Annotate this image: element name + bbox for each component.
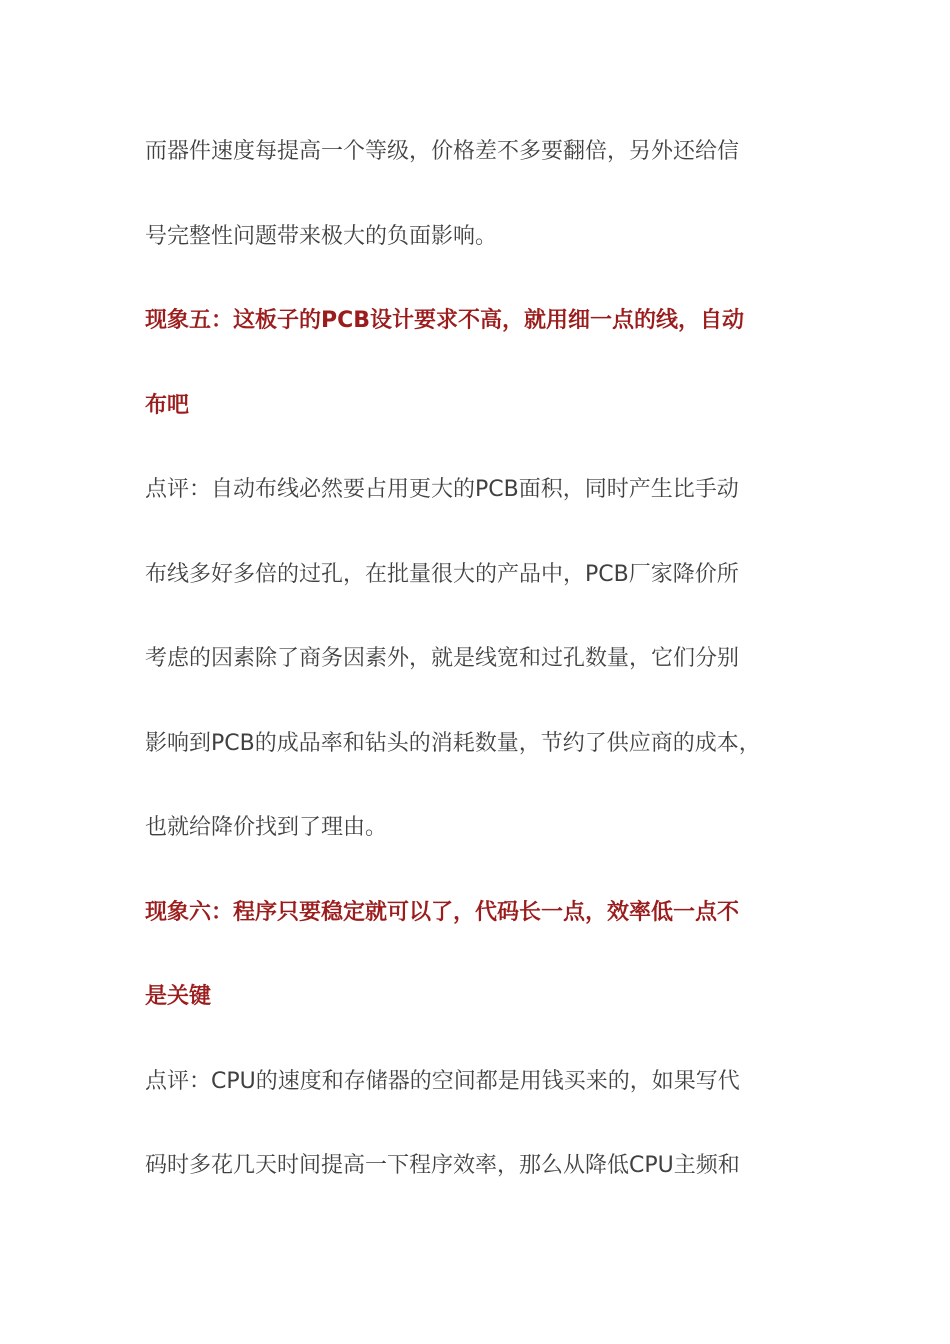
comment-line-4: 影响到PCB的成品率和钻头的消耗数量，节约了供应商的成本， (145, 731, 761, 756)
body-line-2: 号完整性问题带来极大的负面影响。 (145, 224, 498, 249)
comment-line-7: 码时多花几天时间提高一下程序效率，那么从降低CPU主频和 (145, 1153, 740, 1178)
body-line-1: 而器件速度每提高一个等级，价格差不多要翻倍，另外还给信 (145, 139, 740, 164)
heading-phenomenon-6-line-1: 现象六：程序只要稳定就可以了，代码长一点，效率低一点不 (145, 900, 740, 925)
comment-line-3: 考虑的因素除了商务因素外，就是线宽和过孔数量，它们分别 (145, 646, 740, 671)
heading-phenomenon-5-line-2: 布吧 (145, 393, 190, 418)
heading-phenomenon-5-line-1: 现象五：这板子的PCB设计要求不高，就用细一点的线，自动 (145, 308, 745, 333)
comment-line-2: 布线多好多倍的过孔，在批量很大的产品中，PCB厂家降价所 (145, 562, 739, 587)
comment-line-6: 点评：CPU的速度和存储器的空间都是用钱买来的，如果写代 (145, 1069, 740, 1094)
comment-line-1: 点评：自动布线必然要占用更大的PCB面积，同时产生比手动 (145, 477, 739, 502)
heading-phenomenon-6-line-2: 是关键 (145, 984, 212, 1009)
comment-line-5: 也就给降价找到了理由。 (145, 815, 388, 840)
